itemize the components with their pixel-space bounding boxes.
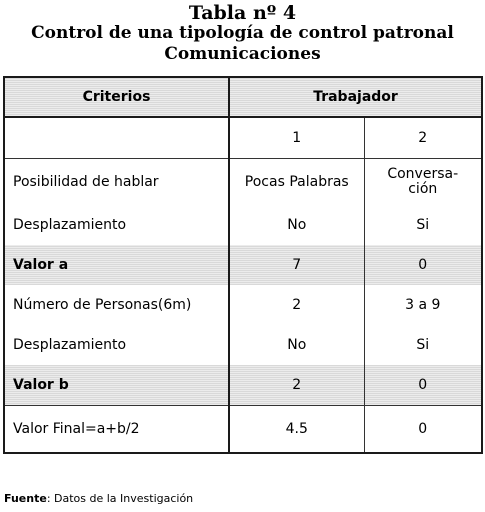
- row-value-2: 3 a 9: [405, 297, 441, 313]
- row-value-2-line1: Conversa-: [387, 166, 459, 182]
- header-criterios: Criterios: [4, 77, 229, 117]
- row-value-1: Pocas Palabras: [229, 159, 364, 206]
- row-value-1: No: [229, 325, 364, 365]
- source-label: Fuente: [4, 492, 47, 505]
- table-header-row: [4, 77, 482, 117]
- table-row: [4, 159, 482, 206]
- row-value-1: 7: [229, 245, 364, 285]
- table-row: [4, 205, 482, 245]
- data-table: [3, 76, 483, 454]
- row-value-2: 0: [418, 421, 428, 437]
- row-value-1: 2: [229, 365, 364, 406]
- table-row-valor-final: [4, 406, 482, 454]
- table-row-valor-b: [4, 365, 482, 406]
- row-label: Desplazamiento: [4, 205, 229, 245]
- empty-cell: [4, 117, 229, 159]
- row-label: Valor b: [4, 365, 229, 406]
- table-number: Tabla nº 4: [188, 2, 297, 24]
- row-label: Número de Personas(6m): [4, 285, 229, 325]
- row-value-2-line2: ción: [408, 181, 438, 197]
- table-subheader-row: [4, 117, 482, 159]
- table-row: [4, 325, 482, 365]
- row-value-1: No: [229, 205, 364, 245]
- row-label: Posibilidad de hablar: [4, 159, 229, 206]
- row-value-2: 0: [364, 365, 482, 406]
- row-label: Valor Final=a+b/2: [4, 406, 229, 454]
- table-title-block: [0, 3, 485, 65]
- source-text: : Datos de la Investigación: [46, 492, 194, 505]
- worker-2-header: 2: [364, 117, 482, 159]
- row-label: Valor a: [4, 245, 229, 285]
- row-value-2: Si: [416, 337, 430, 353]
- header-trabajador: Trabajador: [229, 77, 482, 117]
- row-value-1: 2: [229, 285, 364, 325]
- row-value-2: [364, 159, 482, 206]
- row-label: Desplazamiento: [4, 325, 229, 365]
- table-title: Control de una tipología de control patronal: [31, 23, 454, 43]
- table-row-valor-a: [4, 245, 482, 285]
- row-value-2: 0: [418, 257, 428, 273]
- row-value-2: Si: [416, 217, 430, 233]
- worker-1-header: 1: [229, 117, 364, 159]
- table-row: [4, 285, 482, 325]
- row-value-1: 4.5: [229, 406, 364, 454]
- source-note: [4, 492, 193, 505]
- table-subtitle: Comunicaciones: [164, 44, 321, 64]
